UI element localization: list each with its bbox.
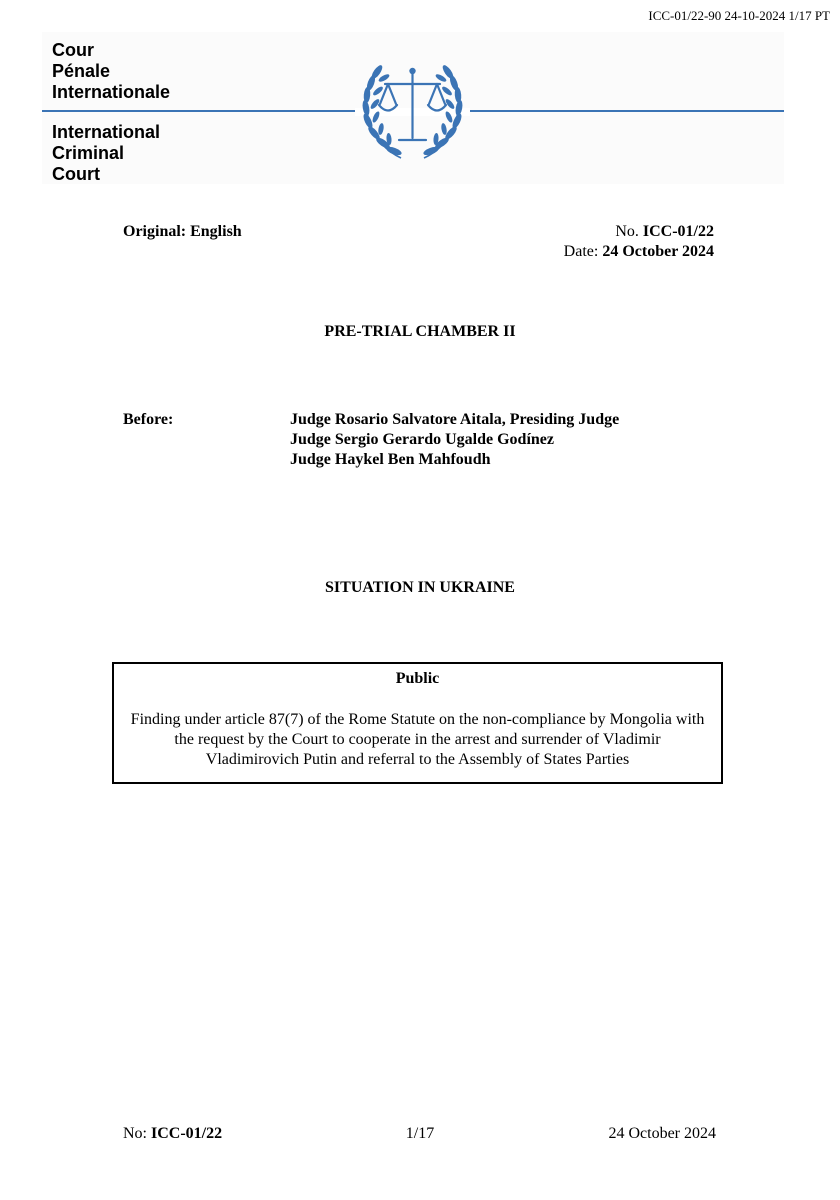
footer-number-prefix: No: [123,1125,151,1142]
document-date-value: 24 October 2024 [602,243,714,260]
document-title: Finding under article 87(7) of the Rome Statute on the non-compliance by Mongolia with the request by the Court to cooperate in the arrest and surrender of Vladimir Vladimirovich Putin and referral to the Assembly of States Parties [130,711,705,768]
logo-english-line: Court [52,164,100,184]
footer-date: 24 October 2024 [608,1125,716,1142]
document-stamp: ICC-01/22-90 24-10-2024 1/17 PT [648,8,830,23]
logo-french-name [52,40,170,103]
logo-french-line: Cour [52,40,94,60]
logo-french-line: Internationale [52,82,171,102]
case-number [615,222,714,241]
situation-heading: SITUATION IN UKRAINE [325,579,515,596]
document-date [564,242,714,261]
judge-name: Judge Rosario Salvatore Aitala, Presiding Judge [290,411,620,428]
original-language: Original: English [123,223,242,240]
before-label: Before: [123,411,174,428]
judge-name: Judge Sergio Gerardo Ugalde Godínez [290,431,554,448]
scales-of-justice-laurel-icon [355,50,470,168]
document-date-prefix: Date: [563,243,603,260]
logo-english-line: International [52,122,161,142]
footer-case-number [123,1124,222,1143]
page-number: 1/17 [405,1125,435,1142]
case-number-prefix: No. [615,223,643,240]
logo-english-name [52,122,160,185]
chamber-heading: PRE-TRIAL CHAMBER II [324,323,516,340]
classification-title: Public [395,670,440,687]
classification-box [112,662,723,784]
judge-name: Judge Haykel Ben Mahfoudh [290,451,491,468]
logo-english-line: Criminal [52,143,125,163]
footer-number-value: ICC-01/22 [151,1125,223,1142]
case-number-value: ICC-01/22 [642,223,714,240]
logo-french-line: Pénale [52,61,111,81]
